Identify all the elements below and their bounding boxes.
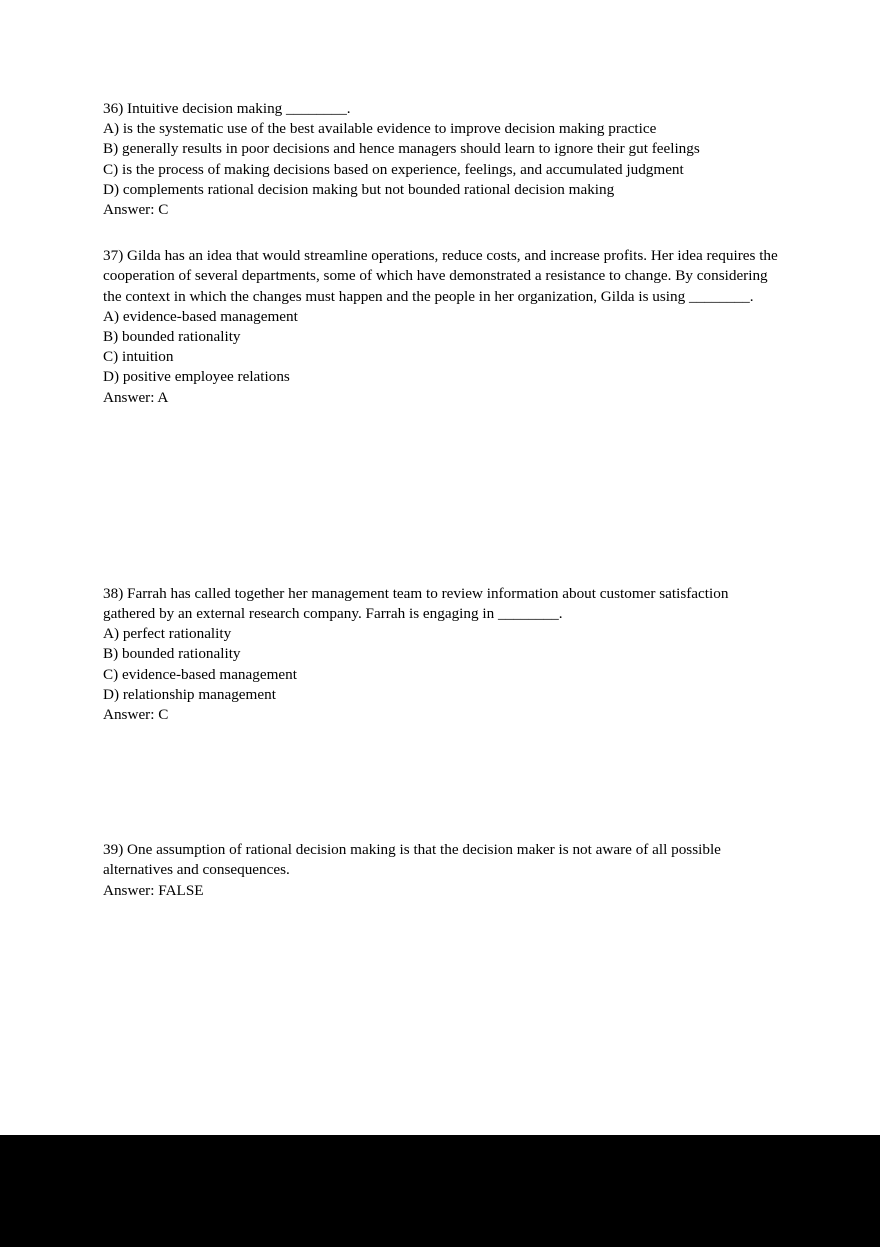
- question-option: B) bounded rationality: [103, 328, 241, 346]
- question-option: D) positive employee relations: [103, 368, 290, 386]
- question-option: C) evidence-based management: [103, 665, 297, 683]
- question-stem: 39) One assumption of rational decision making is that the decision maker is not aware of all possible alternatives and consequences.: [103, 841, 721, 879]
- question-stem: 38) Farrah has called together her management team to review information about customer satisfaction gathered by an external research company. Farrah is engaging in ________.: [103, 584, 729, 623]
- question-block-39: [103, 840, 783, 901]
- question-option: D) complements rational decision making but not bounded rational decision making: [103, 180, 615, 198]
- question-block-37: [103, 246, 783, 408]
- block-spacer: [103, 725, 783, 840]
- question-block-36: [103, 99, 783, 220]
- question-option: B) bounded rationality: [103, 645, 241, 663]
- question-answer: Answer: C: [103, 201, 169, 219]
- block-spacer: [103, 220, 783, 246]
- question-option: D) relationship management: [103, 685, 276, 703]
- question-stem: 37) Gilda has an idea that would streamline operations, reduce costs, and increase profits. Her idea requires the cooperation of several departments, some of which have demonstrated a resistance to change. By considering the context in which the changes must happen and the people in her organization, Gilda is using ________.: [103, 247, 778, 305]
- question-block-38: [103, 584, 783, 725]
- question-stem: 36) Intuitive decision making ________.: [103, 100, 351, 117]
- question-answer: Answer: C: [103, 706, 169, 724]
- question-answer: Answer: A: [103, 388, 169, 406]
- page-footer-bar: [0, 1135, 880, 1247]
- question-option: C) is the process of making decisions based on experience, feelings, and accumulated judgment: [103, 160, 684, 178]
- question-option: C) intuition: [103, 348, 174, 366]
- question-option: B) generally results in poor decisions and hence managers should learn to ignore their gut feelings: [103, 140, 700, 158]
- question-answer: Answer: FALSE: [103, 881, 204, 899]
- block-spacer: [103, 408, 783, 584]
- question-option: A) perfect rationality: [103, 625, 232, 643]
- question-option: A) is the systematic use of the best available evidence to improve decision making practice: [103, 120, 657, 138]
- document-body: [103, 99, 783, 901]
- question-option: A) evidence-based management: [103, 307, 298, 325]
